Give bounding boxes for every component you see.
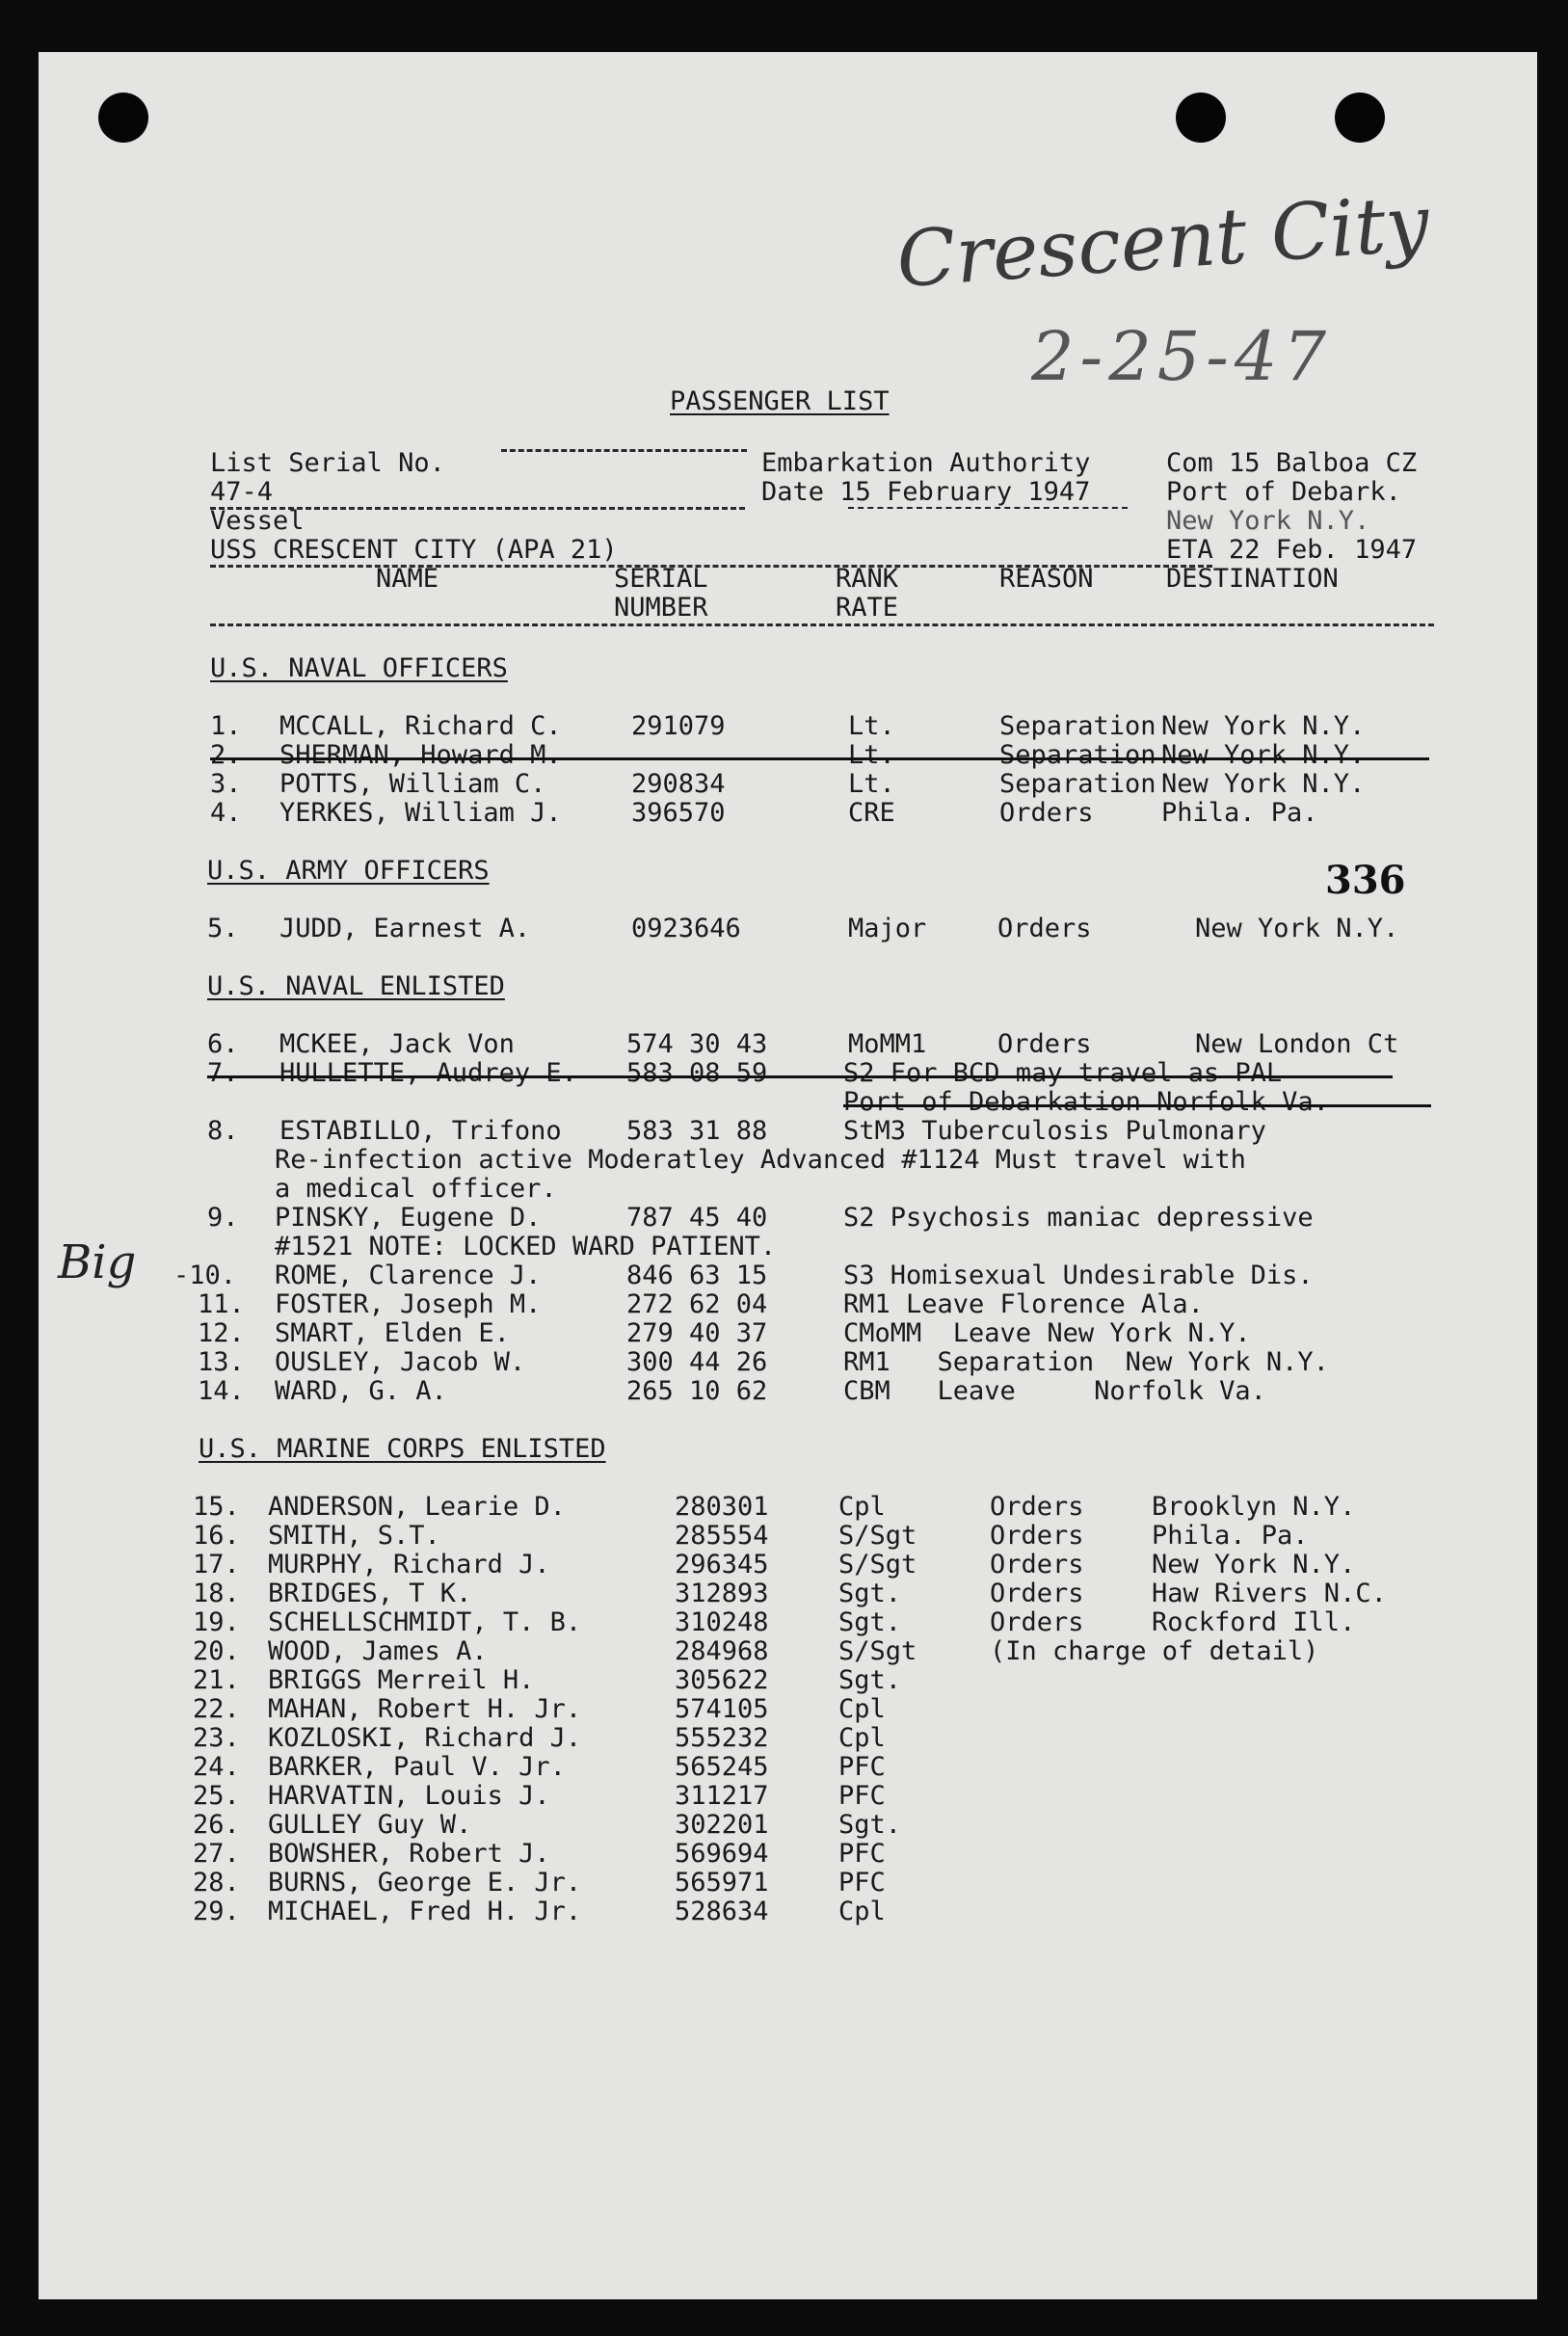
rank: Cpl: [838, 1694, 886, 1724]
destination: Phila. Pa.: [1161, 798, 1318, 828]
passenger-name: ANDERSON, Learie D.: [268, 1492, 566, 1522]
serial-number: 291079: [631, 711, 726, 741]
section-naval-enlisted: U.S. NAVAL ENLISTED: [207, 971, 505, 1001]
row-number: 12.: [198, 1318, 245, 1348]
row-number: 19.: [193, 1607, 240, 1637]
section-army-officers: U.S. ARMY OFFICERS: [207, 856, 490, 886]
reason: Orders: [999, 798, 1094, 828]
row-number: 13.: [198, 1347, 245, 1377]
rank: S/Sgt: [838, 1521, 917, 1551]
punch-hole-right-2: [1335, 93, 1385, 143]
row-number: 2.: [210, 740, 242, 770]
remarks: S2 For BCD may travel as PAL: [843, 1058, 1283, 1088]
passenger-name: GULLEY Guy W.: [268, 1810, 472, 1840]
passenger-name: PINSKY, Eugene D.: [275, 1203, 542, 1233]
serial-number: 574 30 43: [626, 1029, 768, 1059]
reason: Separation: [999, 740, 1156, 770]
reason: Orders: [990, 1607, 1084, 1637]
passenger-name: YERKES, William J.: [279, 798, 562, 828]
row-number: 15.: [193, 1492, 240, 1522]
punch-hole-right-1: [1176, 93, 1226, 143]
row-number: 9.: [207, 1203, 239, 1233]
passenger-name: POTTS, William C.: [279, 769, 546, 799]
passenger-name: SCHELLSCHMIDT, T. B.: [268, 1607, 582, 1637]
debarkation-city: New York N.Y.: [1166, 506, 1370, 536]
row-number: 14.: [198, 1376, 245, 1406]
punch-hole-left: [98, 93, 148, 143]
handwritten-ship-name: Crescent City: [893, 177, 1432, 305]
passenger-name: SHERMAN, Howard M.: [279, 740, 562, 770]
reason: Orders: [997, 914, 1092, 943]
row-number: 3.: [210, 769, 242, 799]
col-reason: REASON: [999, 564, 1094, 594]
passenger-name: BURNS, George E. Jr.: [268, 1868, 582, 1898]
destination: Phila. Pa.: [1152, 1521, 1309, 1551]
row-number: 5.: [207, 914, 239, 943]
destination: New York N.Y.: [1152, 1550, 1356, 1579]
passenger-name: HARVATIN, Louis J.: [268, 1781, 550, 1811]
reason: Orders: [990, 1579, 1084, 1608]
remarks: RM1 Leave Florence Ala.: [843, 1289, 1204, 1319]
handwritten-margin-note: Big: [58, 1235, 137, 1289]
passenger-name: FOSTER, Joseph M.: [275, 1289, 542, 1319]
remarks-continued: a medical officer.: [275, 1174, 557, 1204]
rank: Lt.: [848, 740, 895, 770]
destination: Brooklyn N.Y.: [1152, 1492, 1356, 1522]
passenger-name: BOWSHER, Robert J.: [268, 1839, 550, 1869]
remarks-continued: Re-infection active Moderatley Advanced #1124 Must travel with: [275, 1145, 1246, 1175]
remarks: StM3 Tuberculosis Pulmonary: [843, 1116, 1266, 1146]
rank: CRE: [848, 798, 895, 828]
page-number: 336: [1325, 858, 1406, 903]
row-number: 28.: [193, 1868, 240, 1898]
rank: PFC: [838, 1868, 886, 1898]
passenger-name: HULLETTE, Audrey E.: [279, 1058, 577, 1088]
row-number: 11.: [198, 1289, 245, 1319]
serial-number: 565245: [675, 1752, 769, 1782]
col-rate: RATE: [836, 593, 899, 623]
row-number: -10.: [173, 1261, 237, 1290]
remarks-continued: #1521 NOTE: LOCKED WARD PATIENT.: [275, 1232, 777, 1261]
serial-number: 272 62 04: [626, 1289, 768, 1319]
rank: Sgt.: [838, 1810, 902, 1840]
col-number: NUMBER: [614, 593, 708, 623]
remarks: CBM Leave Norfolk Va.: [843, 1376, 1266, 1406]
row-number: 23.: [193, 1723, 240, 1753]
serial-number: 569694: [675, 1839, 769, 1869]
destination: New York N.Y.: [1161, 711, 1366, 741]
destination: New York N.Y.: [1161, 740, 1366, 770]
handwritten-date: 2-25-47: [1031, 317, 1332, 396]
passenger-name: SMART, Elden E.: [275, 1318, 510, 1348]
serial-number: 565971: [675, 1868, 769, 1898]
command: Com 15 Balboa CZ: [1166, 448, 1418, 478]
serial-number: 279 40 37: [626, 1318, 768, 1348]
col-name: NAME: [376, 564, 439, 594]
embarkation-date: Date 15 February 1947: [761, 477, 1091, 507]
serial-number: 846 63 15: [626, 1261, 768, 1290]
passenger-name: ESTABILLO, Trifono: [279, 1116, 562, 1146]
passenger-list-page: [39, 52, 1537, 2299]
row-number: 17.: [193, 1550, 240, 1579]
remarks: S3 Homisexual Undesirable Dis.: [843, 1261, 1314, 1290]
passenger-name: OUSLEY, Jacob W.: [275, 1347, 526, 1377]
serial-number: 0923646: [631, 914, 741, 943]
remarks: S2 Psychosis maniac depressive: [843, 1203, 1314, 1233]
row-number: 27.: [193, 1839, 240, 1869]
passenger-name: WOOD, James A.: [268, 1636, 488, 1666]
row-number: 22.: [193, 1694, 240, 1724]
passenger-name: BRIDGES, T K.: [268, 1579, 472, 1608]
serial-number: 290834: [631, 769, 726, 799]
date-underline: [848, 507, 1128, 509]
row-number: 7.: [207, 1058, 239, 1088]
reason: (In charge of detail): [990, 1636, 1319, 1666]
serial-number: 574105: [675, 1694, 769, 1724]
serial-number: 583 08 59: [626, 1058, 768, 1088]
serial-number: 265 10 62: [626, 1376, 768, 1406]
remarks: RM1 Separation New York N.Y.: [843, 1347, 1329, 1377]
passenger-name: ROME, Clarence J.: [275, 1261, 542, 1290]
reason: Orders: [990, 1521, 1084, 1551]
serial-number: 300 44 26: [626, 1347, 768, 1377]
reason: Orders: [997, 1029, 1092, 1059]
serial-number: 305622: [675, 1665, 769, 1695]
row-number: 1.: [210, 711, 242, 741]
vessel-value: USS CRESCENT CITY (APA 21): [210, 535, 618, 565]
rank: PFC: [838, 1781, 886, 1811]
row-number: 8.: [207, 1116, 239, 1146]
row-number: 6.: [207, 1029, 239, 1059]
passenger-name: MCCALL, Richard C.: [279, 711, 562, 741]
rank: PFC: [838, 1752, 886, 1782]
vessel-label: Vessel: [210, 506, 305, 536]
rank: MoMM1: [848, 1029, 927, 1059]
passenger-name: JUDD, Earnest A.: [279, 914, 531, 943]
remarks: CMoMM Leave New York N.Y.: [843, 1318, 1251, 1348]
rank: Cpl: [838, 1897, 886, 1926]
rank: S/Sgt: [838, 1550, 917, 1579]
row-number: 4.: [210, 798, 242, 828]
serial-number: 280301: [675, 1492, 769, 1522]
passenger-name: MCKEE, Jack Von: [279, 1029, 515, 1059]
serial-number: 284968: [675, 1636, 769, 1666]
row-number: 16.: [193, 1521, 240, 1551]
row-number: 24.: [193, 1752, 240, 1782]
row-number: 26.: [193, 1810, 240, 1840]
col-destination: DESTINATION: [1166, 564, 1339, 594]
embarkation-authority: Embarkation Authority: [761, 448, 1091, 478]
section-marine-enlisted: U.S. MARINE CORPS ENLISTED: [199, 1434, 606, 1464]
passenger-name: BRIGGS Merreil H.: [268, 1665, 535, 1695]
row-number: 29.: [193, 1897, 240, 1926]
reason: Orders: [990, 1550, 1084, 1579]
passenger-name: MURPHY, Richard J.: [268, 1550, 550, 1579]
header-rule: [210, 624, 1434, 626]
serial-number: 310248: [675, 1607, 769, 1637]
reason: Orders: [990, 1492, 1084, 1522]
destination: New London Ct: [1195, 1029, 1399, 1059]
serial-number: 296345: [675, 1550, 769, 1579]
list-serial-label: List Serial No.: [210, 448, 445, 478]
strike-through: [207, 1075, 1393, 1078]
remarks-continued: Port of Debarkation Norfolk Va.: [843, 1087, 1329, 1117]
rank: Sgt.: [838, 1607, 902, 1637]
serial-number: 787 45 40: [626, 1203, 768, 1233]
row-number: 21.: [193, 1665, 240, 1695]
serial-number: 312893: [675, 1579, 769, 1608]
rank: Sgt.: [838, 1579, 902, 1608]
port-of-debarkation: Port of Debark.: [1166, 477, 1401, 507]
serial-number: 302201: [675, 1810, 769, 1840]
serial-number: 396570: [631, 798, 726, 828]
destination: Haw Rivers N.C.: [1152, 1579, 1387, 1608]
serial-number: 583 31 88: [626, 1116, 768, 1146]
col-serial: SERIAL: [614, 564, 708, 594]
passenger-name: MAHAN, Robert H. Jr.: [268, 1694, 582, 1724]
serial-number: 528634: [675, 1897, 769, 1926]
section-naval-officers: U.S. NAVAL OFFICERS: [210, 653, 508, 683]
passenger-name: SMITH, S.T.: [268, 1521, 440, 1551]
passenger-name: WARD, G. A.: [275, 1376, 447, 1406]
row-number: 25.: [193, 1781, 240, 1811]
strike-through: [843, 1104, 1431, 1107]
rank: PFC: [838, 1839, 886, 1869]
row-number: 20.: [193, 1636, 240, 1666]
rank: S/Sgt: [838, 1636, 917, 1666]
row-number: 18.: [193, 1579, 240, 1608]
col-rank: RANK: [836, 564, 899, 594]
serial-number: 555232: [675, 1723, 769, 1753]
page-title: PASSENGER LIST: [670, 386, 890, 416]
leader-line: [501, 449, 747, 452]
passenger-name: MICHAEL, Fred H. Jr.: [268, 1897, 582, 1926]
rank: Sgt.: [838, 1665, 902, 1695]
passenger-name: BARKER, Paul V. Jr.: [268, 1752, 566, 1782]
passenger-name: KOZLOSKI, Richard J.: [268, 1723, 582, 1753]
strike-through: [210, 757, 1429, 760]
serial-number: 311217: [675, 1781, 769, 1811]
serial-number: 285554: [675, 1521, 769, 1551]
rank: Cpl: [838, 1723, 886, 1753]
rank: Lt.: [848, 769, 895, 799]
list-serial-value: 47-4: [210, 477, 274, 507]
destination: New York N.Y.: [1195, 914, 1399, 943]
reason: Separation: [999, 711, 1156, 741]
rank: Lt.: [848, 711, 895, 741]
reason: Separation: [999, 769, 1156, 799]
rank: Major: [848, 914, 927, 943]
destination: Rockford Ill.: [1152, 1607, 1356, 1637]
destination: New York N.Y.: [1161, 769, 1366, 799]
eta: ETA 22 Feb. 1947: [1166, 535, 1418, 565]
rank: Cpl: [838, 1492, 886, 1522]
